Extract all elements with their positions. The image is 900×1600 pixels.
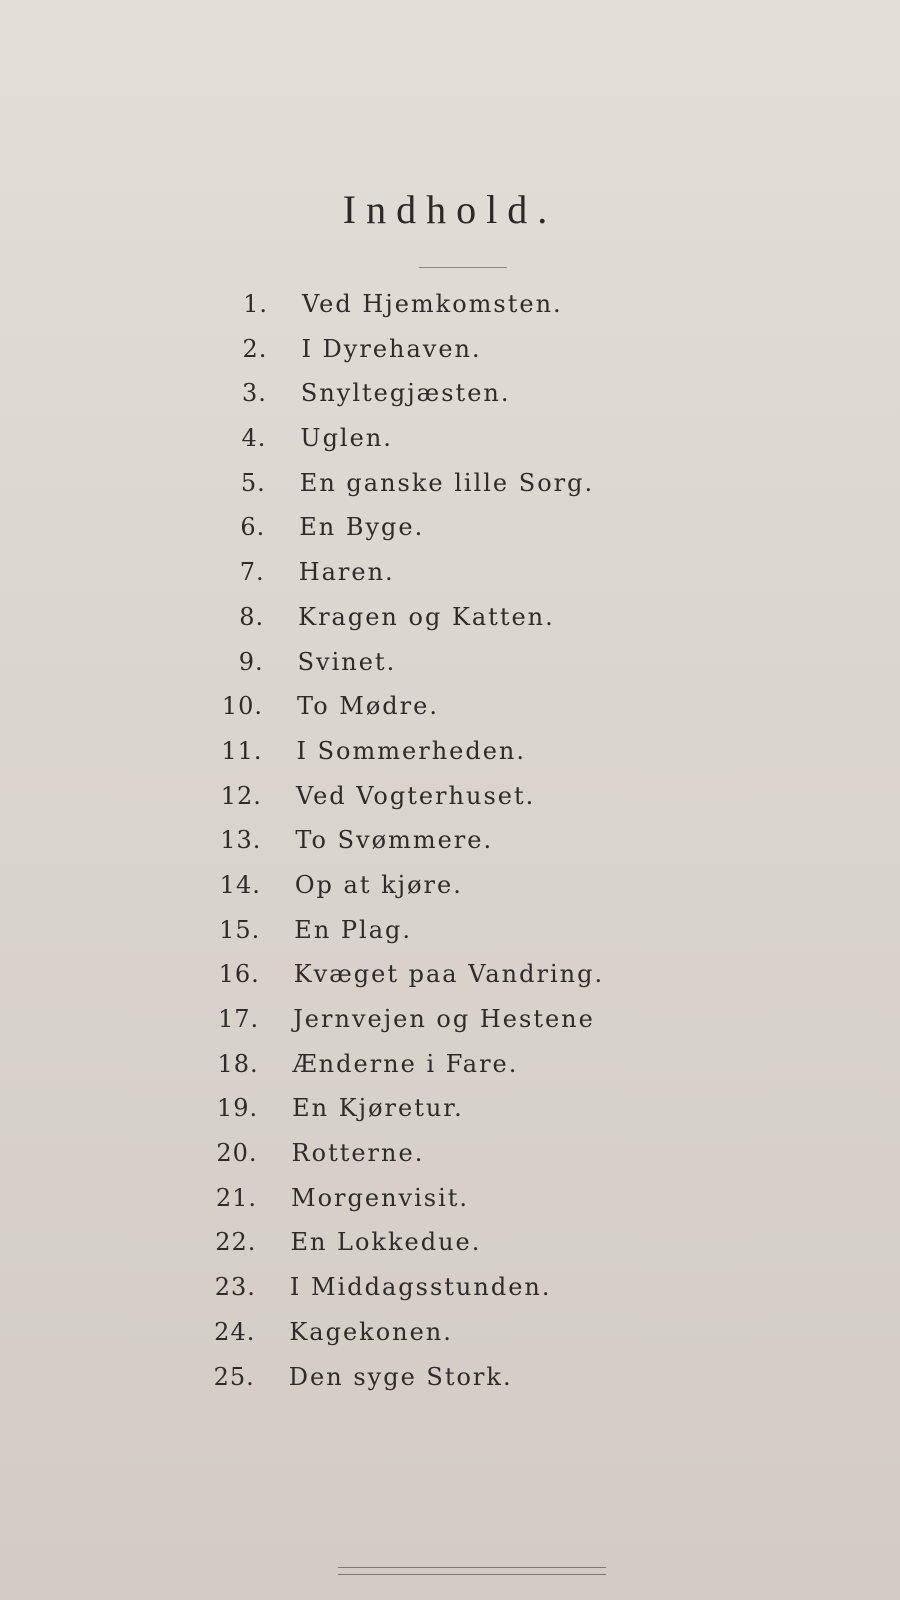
entry-number: 16. (218, 960, 260, 989)
entry-title: Den syge Stork. (288, 1362, 513, 1391)
toc-entry (0, 1184, 900, 1229)
entry-number: 18. (217, 1049, 259, 1078)
page-title: Indhold. (342, 187, 558, 232)
title-divider (419, 267, 507, 268)
entry-title: Haren. (298, 558, 395, 587)
toc-entry (0, 826, 900, 871)
toc-entry (0, 1318, 900, 1363)
entry-title: Rotterne. (291, 1139, 425, 1168)
entry-title: To Svømmere. (295, 826, 494, 855)
entry-number: 5. (240, 468, 266, 497)
entry-title: Snyltegjæsten. (300, 379, 511, 408)
entry-title: Jernvejen og Hestene (293, 1005, 595, 1033)
toc-entry (0, 469, 900, 514)
entry-title: Op at kjøre. (294, 870, 463, 899)
toc-entry (0, 558, 900, 603)
entry-title: Morgenvisit. (291, 1183, 470, 1212)
entry-number: 6. (240, 513, 266, 542)
toc-entry (0, 871, 900, 916)
entry-title: Ved Hjemkomsten. (302, 290, 563, 318)
entry-title: Kragen og Katten. (298, 602, 555, 631)
entry-number: 25. (213, 1362, 255, 1391)
entry-title: Uglen. (300, 424, 393, 453)
entry-title: En Byge. (299, 513, 425, 542)
entry-title: I Dyrehaven. (301, 334, 482, 363)
toc-entry (0, 692, 900, 737)
entry-number: 19. (216, 1094, 259, 1123)
entry-title: En Plag. (294, 915, 413, 944)
entry-number: 4. (241, 424, 267, 453)
entry-number: 11. (221, 736, 263, 765)
entry-title: I Middagsstunden. (289, 1273, 552, 1302)
toc-entry (0, 335, 900, 380)
entry-number: 14. (219, 870, 261, 899)
entry-number: 7. (239, 558, 265, 587)
toc-entry (0, 424, 900, 469)
entry-number: 17. (218, 1005, 260, 1033)
entry-number: 15. (219, 915, 261, 944)
entry-title: En Kjøretur. (292, 1094, 464, 1123)
toc-entry (0, 1005, 900, 1050)
entry-title: Ænderne i Fare. (292, 1049, 519, 1078)
toc-entry (0, 1139, 900, 1184)
entry-title: En Lokkedue. (290, 1228, 482, 1257)
entry-title: Ved Vogterhuset. (295, 781, 536, 810)
entry-number: 3. (241, 379, 267, 408)
toc-entry (0, 379, 900, 424)
entry-title: Kagekonen. (289, 1317, 453, 1346)
toc-entry (0, 1273, 900, 1318)
toc-entry (0, 290, 900, 335)
entry-number: 2. (242, 334, 268, 363)
toc-entry (0, 960, 900, 1005)
entry-number: 8. (239, 602, 265, 631)
entry-number: 9. (238, 647, 264, 676)
entry-title: Kvæget paa Vandring. (293, 960, 605, 989)
toc-entry (0, 513, 900, 558)
entry-number: 23. (214, 1273, 256, 1302)
toc-entry (0, 916, 900, 961)
entry-number: 20. (216, 1139, 258, 1168)
entry-title: To Mødre. (297, 692, 439, 721)
entry-number: 22. (215, 1228, 257, 1257)
entry-number: 10. (221, 692, 264, 721)
toc-entry (0, 1363, 900, 1408)
toc-entry (0, 782, 900, 827)
entry-number: 24. (214, 1317, 256, 1346)
entry-title: En ganske lille Sorg. (299, 468, 595, 497)
toc-entry (0, 603, 900, 648)
entry-number: 1. (243, 290, 268, 318)
entry-number: 13. (220, 826, 262, 855)
toc-entry (0, 737, 900, 782)
toc-entry (0, 1094, 900, 1139)
entry-number: 21. (215, 1183, 257, 1212)
entry-number: 12. (220, 781, 262, 810)
entry-title: Svinet. (297, 647, 397, 676)
toc-entry (0, 1050, 900, 1095)
entry-title: I Sommerheden. (296, 736, 527, 765)
toc-entry (0, 648, 900, 693)
bottom-double-rule (338, 1567, 606, 1575)
table-of-contents (0, 290, 900, 1407)
toc-entry (0, 1228, 900, 1273)
